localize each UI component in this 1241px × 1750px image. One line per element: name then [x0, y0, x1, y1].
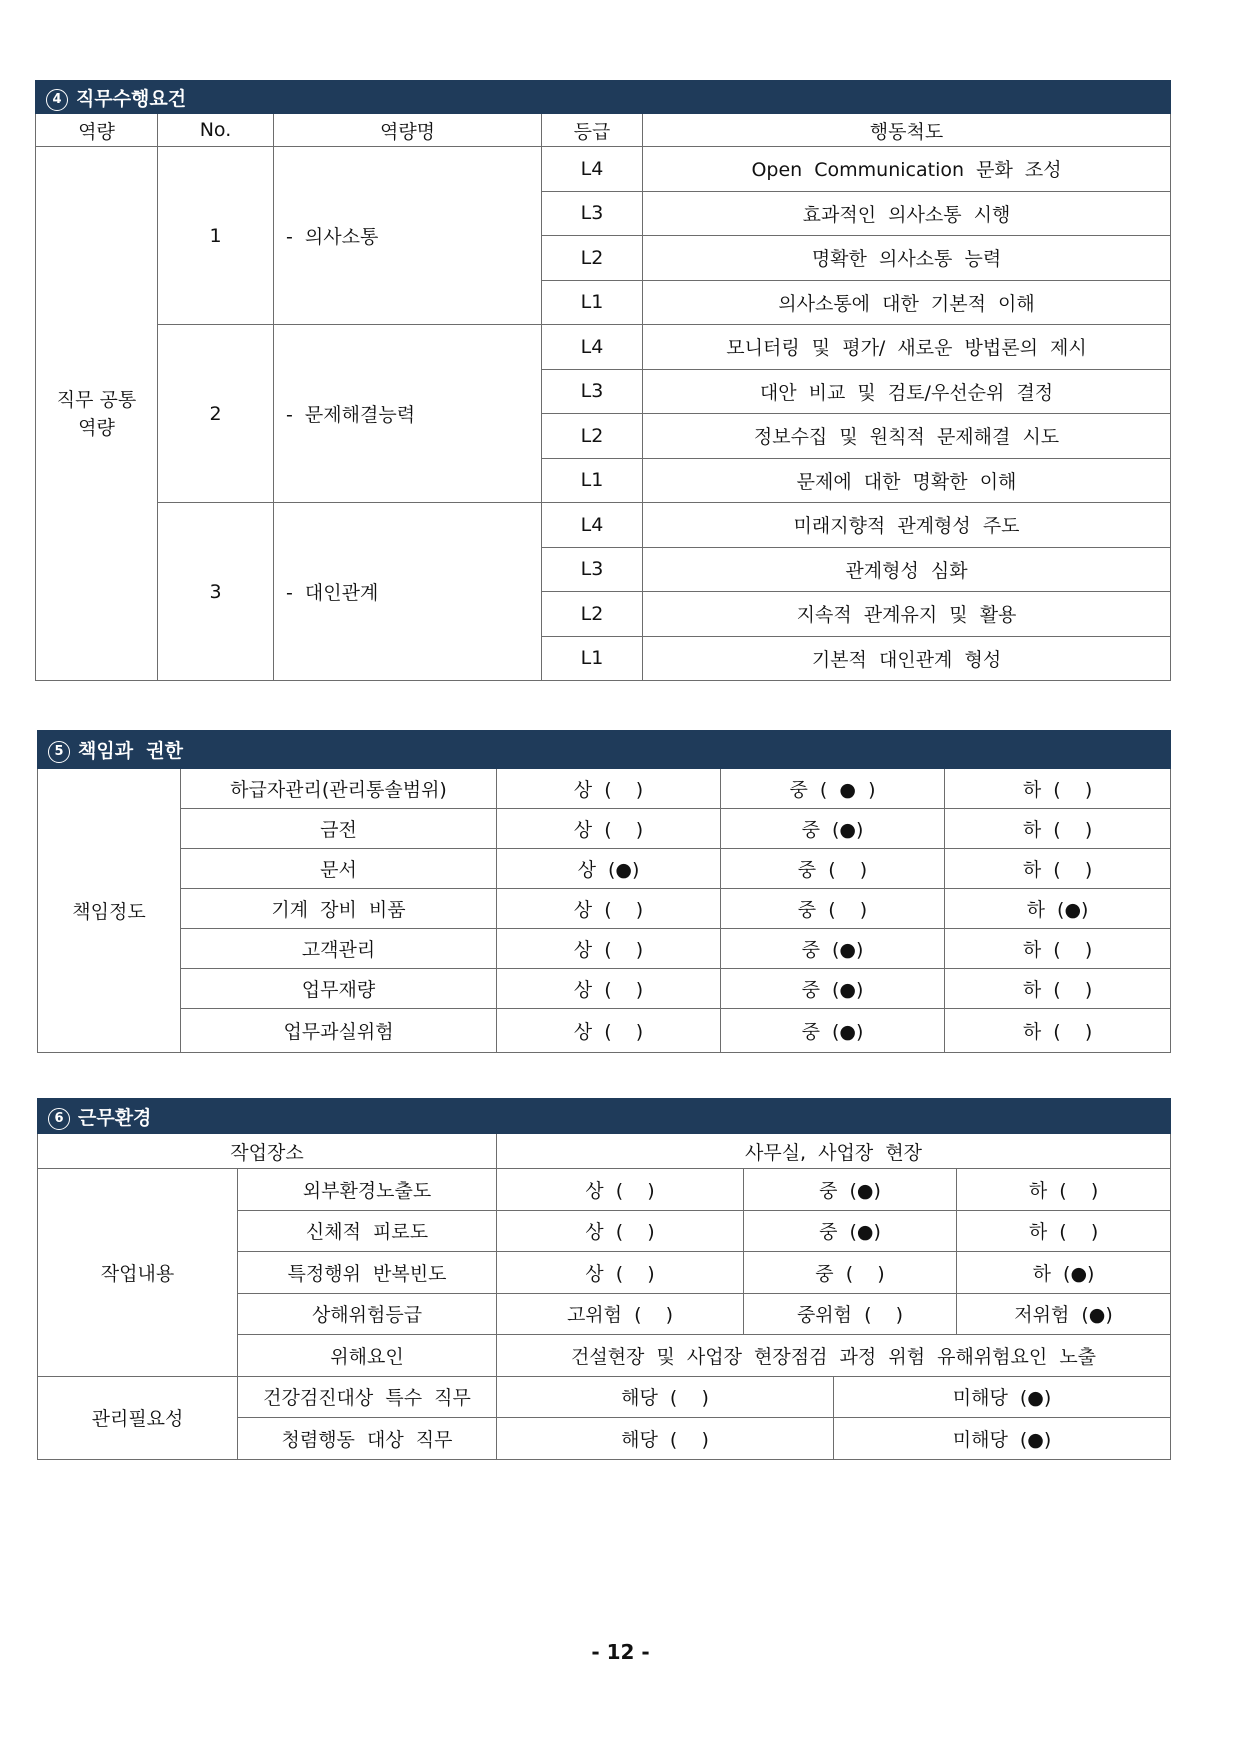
item-label: 금전 — [181, 809, 497, 849]
behavior-cell: 정보수집 및 원칙적 문제해결 시도 — [643, 414, 1171, 459]
behavior-cell: 문제에 대한 명확한 이해 — [643, 458, 1171, 503]
table-row — [38, 769, 1171, 809]
rating-high: 상 ( ) — [497, 1169, 744, 1211]
rating-high: 상 ( ) — [497, 1009, 721, 1053]
workplace-value: 사무실, 사업장 현장 — [497, 1134, 1171, 1169]
behavior-cell: 효과적인 의사소통 시행 — [643, 191, 1171, 236]
level-cell: L3 — [542, 191, 643, 236]
management-label: 관리필요성 — [38, 1376, 238, 1459]
level-cell: L2 — [542, 592, 643, 637]
competency-no: 2 — [158, 325, 274, 503]
column-header-row — [36, 114, 1171, 147]
rating-mid: 중 (●) — [721, 809, 945, 849]
behavior-cell: Open Communication 문화 조성 — [643, 147, 1171, 192]
rating-low: 하 ( ) — [945, 929, 1171, 969]
behavior-cell: 지속적 관계유지 및 활용 — [643, 592, 1171, 637]
table-row — [36, 325, 1171, 370]
competency-no: 1 — [158, 147, 274, 325]
behavior-cell: 미래지향적 관계형성 주도 — [643, 503, 1171, 548]
rating-mid: 중 (●) — [721, 1009, 945, 1053]
table-row — [36, 147, 1171, 192]
rating-mid: 중 (●) — [721, 929, 945, 969]
table-row — [38, 929, 1171, 969]
level-cell: L1 — [542, 458, 643, 503]
rating-low: 저위험 (●) — [957, 1293, 1171, 1335]
table-row — [38, 1009, 1171, 1053]
section-number-icon: 5 — [48, 741, 70, 763]
competency-name: - 문제해결능력 — [274, 325, 542, 503]
rating-low: 하 ( ) — [957, 1169, 1171, 1211]
rating-mid: 중 ( ) — [744, 1252, 957, 1294]
item-label: 문서 — [181, 849, 497, 889]
column-header: 역량 — [36, 114, 158, 147]
table-row — [38, 849, 1171, 889]
item-label: 고객관리 — [181, 929, 497, 969]
page-number: - 12 - — [591, 1640, 650, 1664]
level-cell: L2 — [542, 414, 643, 459]
item-label: 신체적 피로도 — [238, 1210, 497, 1252]
section-number-icon: 4 — [46, 89, 68, 111]
rating-high: 상 ( ) — [497, 889, 721, 929]
rating-not-applicable: 미해당 (●) — [834, 1418, 1171, 1460]
level-cell: L3 — [542, 547, 643, 592]
item-label: 건강검진대상 특수 직무 — [238, 1376, 497, 1418]
section-title: 5 책임과 권한 — [38, 731, 1171, 769]
behavior-cell: 대안 비교 및 검토/우선순위 결정 — [643, 369, 1171, 414]
work-environment-table — [37, 1098, 1171, 1460]
rating-low: 하 ( ) — [957, 1210, 1171, 1252]
level-cell: L4 — [542, 325, 643, 370]
behavior-cell: 모니터링 및 평가/ 새로운 방법론의 제시 — [643, 325, 1171, 370]
level-cell: L2 — [542, 236, 643, 281]
item-label: 업무과실위험 — [181, 1009, 497, 1053]
rating-high: 고위험 ( ) — [497, 1293, 744, 1335]
behavior-cell: 관계형성 심화 — [643, 547, 1171, 592]
behavior-cell: 기본적 대인관계 형성 — [643, 636, 1171, 681]
section-header — [36, 81, 1171, 114]
table-row — [38, 969, 1171, 1009]
workplace-label: 작업장소 — [38, 1134, 497, 1169]
rating-applicable: 해당 ( ) — [497, 1376, 834, 1418]
table-row — [38, 1134, 1171, 1169]
rating-low: 하 ( ) — [945, 809, 1171, 849]
group-label: 직무 공통역량 — [36, 147, 158, 681]
behavior-cell: 명확한 의사소통 능력 — [643, 236, 1171, 281]
rating-mid: 중 ( ) — [721, 849, 945, 889]
item-label: 하급자관리(관리통솔범위) — [181, 769, 497, 809]
work-content-label: 작업내용 — [38, 1169, 238, 1377]
column-header: 역량명 — [274, 114, 542, 147]
behavior-cell: 의사소통에 대한 기본적 이해 — [643, 280, 1171, 325]
table-row — [38, 1376, 1171, 1418]
rating-high: 상 ( ) — [497, 809, 721, 849]
item-label: 기계 장비 비품 — [181, 889, 497, 929]
rating-not-applicable: 미해당 (●) — [834, 1376, 1171, 1418]
competency-name: - 대인관계 — [274, 503, 542, 681]
section-header — [38, 1099, 1171, 1134]
section-number-icon: 6 — [48, 1108, 70, 1130]
rating-mid: 중 ( ● ) — [721, 769, 945, 809]
rating-low: 하 (●) — [945, 889, 1171, 929]
section-title: 6 근무환경 — [38, 1099, 1171, 1134]
responsibility-table — [37, 730, 1171, 1053]
table-row — [38, 809, 1171, 849]
table-row — [38, 889, 1171, 929]
competency-name: - 의사소통 — [274, 147, 542, 325]
hazard-value: 건설현장 및 사업장 현장점검 과정 위험 유해위험요인 노출 — [497, 1335, 1171, 1377]
rating-mid: 중 (●) — [744, 1169, 957, 1211]
rating-low: 하 ( ) — [945, 849, 1171, 889]
level-cell: L4 — [542, 147, 643, 192]
column-header: 행동척도 — [643, 114, 1171, 147]
item-label: 특정행위 반복빈도 — [238, 1252, 497, 1294]
level-cell: L1 — [542, 636, 643, 681]
rating-low: 하 ( ) — [945, 769, 1171, 809]
item-label: 외부환경노출도 — [238, 1169, 497, 1211]
rating-mid: 중위험 ( ) — [744, 1293, 957, 1335]
table-row — [38, 1169, 1171, 1211]
item-label: 위해요인 — [238, 1335, 497, 1377]
item-label: 업무재량 — [181, 969, 497, 1009]
item-label: 상해위험등급 — [238, 1293, 497, 1335]
column-header: No. — [158, 114, 274, 147]
section-header — [38, 731, 1171, 769]
rating-high: 상 ( ) — [497, 1210, 744, 1252]
rating-high: 상 ( ) — [497, 969, 721, 1009]
rating-low: 하 ( ) — [945, 969, 1171, 1009]
rating-high: 상 (●) — [497, 849, 721, 889]
rating-mid: 중 ( ) — [721, 889, 945, 929]
rating-high: 상 ( ) — [497, 1252, 744, 1294]
rating-mid: 중 (●) — [721, 969, 945, 1009]
rating-high: 상 ( ) — [497, 929, 721, 969]
rating-low: 하 ( ) — [945, 1009, 1171, 1053]
rating-high: 상 ( ) — [497, 769, 721, 809]
group-label: 책임정도 — [38, 769, 181, 1053]
rating-mid: 중 (●) — [744, 1210, 957, 1252]
item-label: 청렴행동 대상 직무 — [238, 1418, 497, 1460]
level-cell: L4 — [542, 503, 643, 548]
section-title: 4 직무수행요건 — [36, 81, 1171, 114]
column-header: 등급 — [542, 114, 643, 147]
rating-applicable: 해당 ( ) — [497, 1418, 834, 1460]
level-cell: L1 — [542, 280, 643, 325]
job-requirements-table — [35, 80, 1171, 681]
competency-no: 3 — [158, 503, 274, 681]
rating-low: 하 (●) — [957, 1252, 1171, 1294]
table-row — [36, 503, 1171, 548]
level-cell: L3 — [542, 369, 643, 414]
